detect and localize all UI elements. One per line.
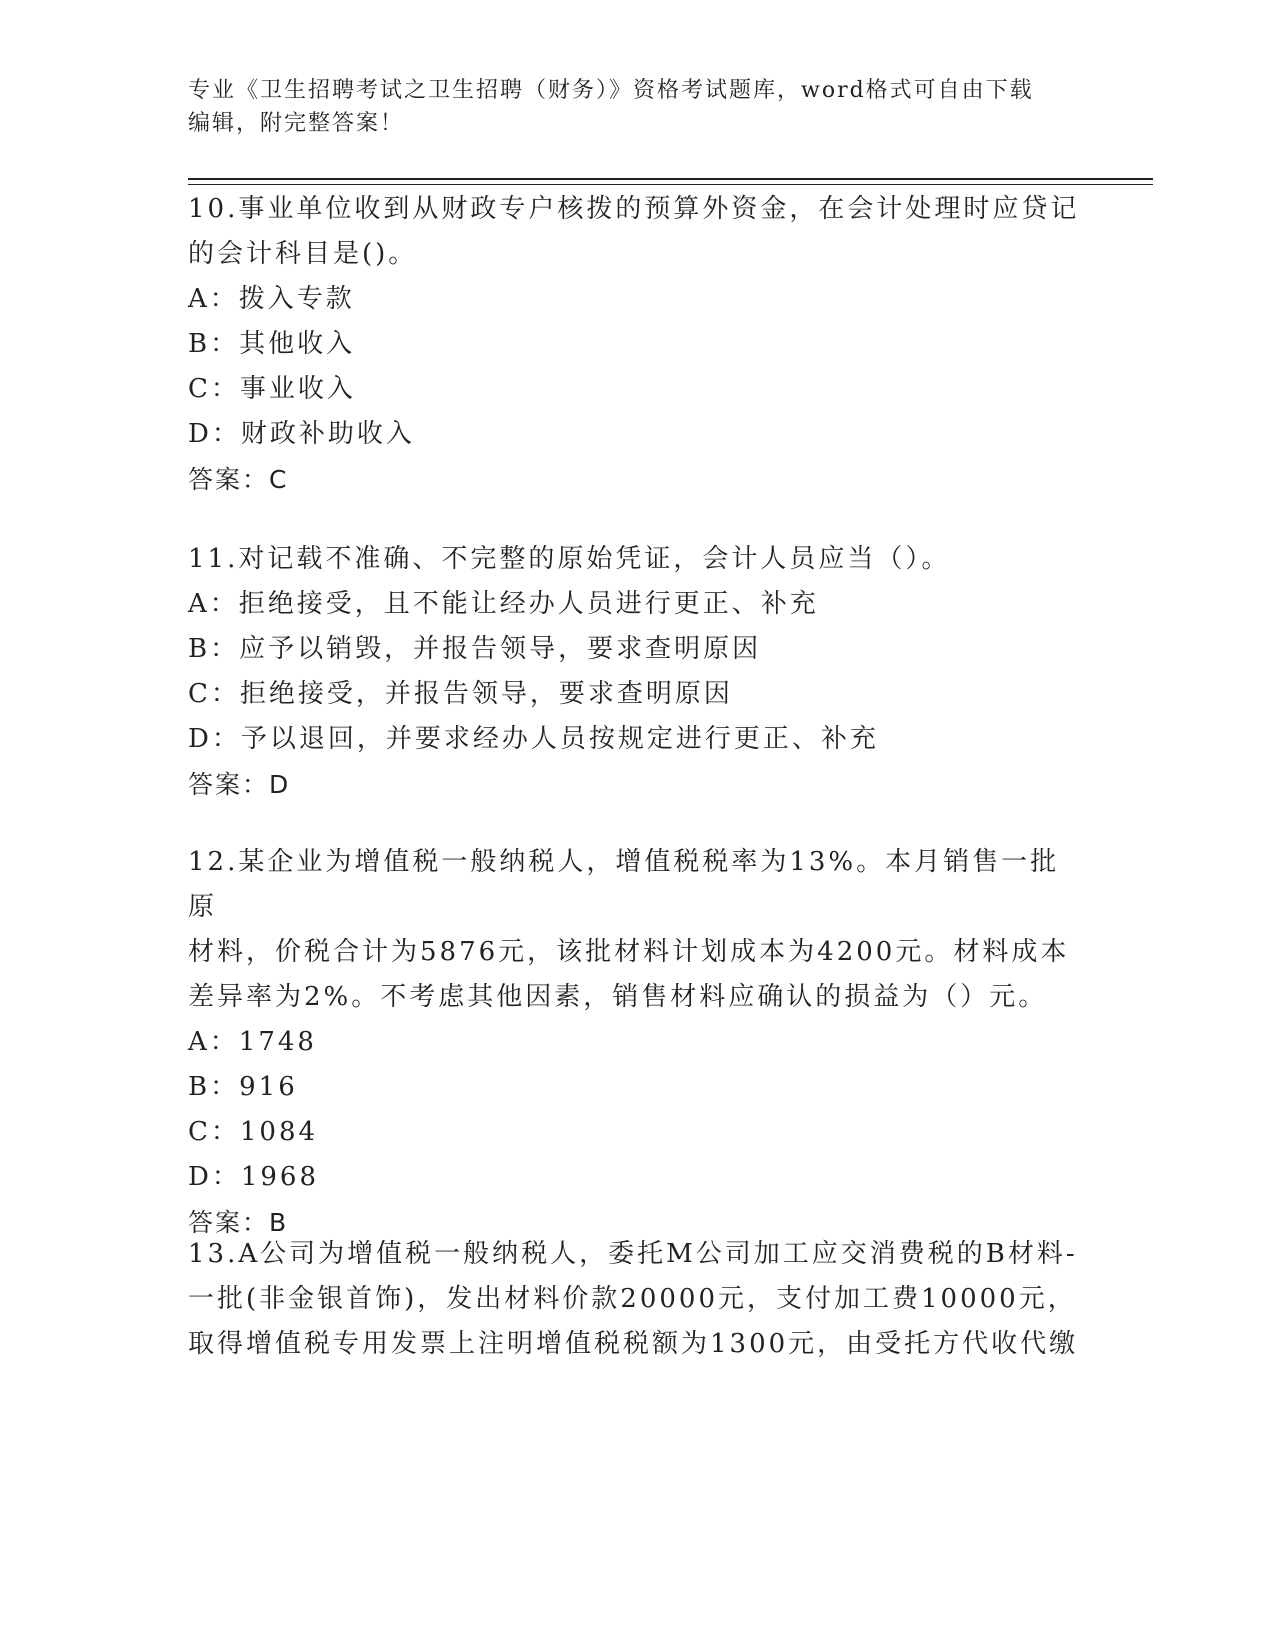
question-stem-line: 11.对记载不准确、不完整的原始凭证，会计人员应当（）。 <box>188 544 951 574</box>
header-line-1: 专业《卫生招聘考试之卫生招聘（财务）》资格考试题库，word格式可自由下载 <box>188 78 1034 103</box>
answer: 答案：B <box>188 1208 289 1237</box>
option-b: B：916 <box>188 1072 298 1102</box>
question-stem-line: 的会计科目是()。 <box>188 239 418 269</box>
header-line-2: 编辑，附完整答案！ <box>188 111 405 136</box>
question-stem-line: 13.A公司为增值税一般纳税人，委托M公司加工应交消费税的B材料- <box>188 1239 1078 1269</box>
option-c: C：1084 <box>188 1117 319 1147</box>
option-a: A：1748 <box>188 1027 317 1057</box>
option-c: C：事业收入 <box>188 374 356 404</box>
header-divider-thick <box>188 178 1153 180</box>
question-stem-line: 12.某企业为增值税一般纳税人，增值税税率为13%。本月销售一批原 <box>188 847 1060 922</box>
option-c: C：拒绝接受，并报告领导，要求查明原因 <box>188 679 733 709</box>
option-b: B：应予以销毁，并报告领导，要求查明原因 <box>188 634 762 664</box>
answer: 答案：D <box>188 770 291 799</box>
option-d: D：1968 <box>188 1162 320 1192</box>
question-stem-line: 一批(非金银首饰)，发出材料价款20000元，支付加工费10000元， <box>188 1284 1077 1314</box>
question-11 <box>188 537 1088 807</box>
option-a: A：拨入专款 <box>188 284 355 314</box>
option-d: D：予以退回，并要求经办人员按规定进行更正、补充 <box>188 724 879 754</box>
question-stem-line: 材料，价税合计为5876元，该批材料计划成本为4200元。材料成本 <box>188 937 1070 967</box>
option-d: D：财政补助收入 <box>188 419 415 449</box>
question-10 <box>188 187 1088 502</box>
option-b: B：其他收入 <box>188 329 356 359</box>
question-13 <box>188 1232 1088 1367</box>
header-divider-thin <box>188 184 1153 185</box>
question-stem-line: 10.事业单位收到从财政专户核拨的预算外资金，在会计处理时应贷记 <box>188 194 1080 224</box>
question-12 <box>188 840 1088 1245</box>
document-header <box>188 74 1088 140</box>
answer: 答案：C <box>188 465 289 494</box>
question-stem-line: 差异率为2%。不考虑其他因素，销售材料应确认的损益为（）元。 <box>188 982 1048 1012</box>
option-a: A：拒绝接受，且不能让经办人员进行更正、补充 <box>188 589 819 619</box>
question-stem-line: 取得增值税专用发票上注明增值税税额为1300元，由受托方代收代缴 <box>188 1329 1079 1359</box>
